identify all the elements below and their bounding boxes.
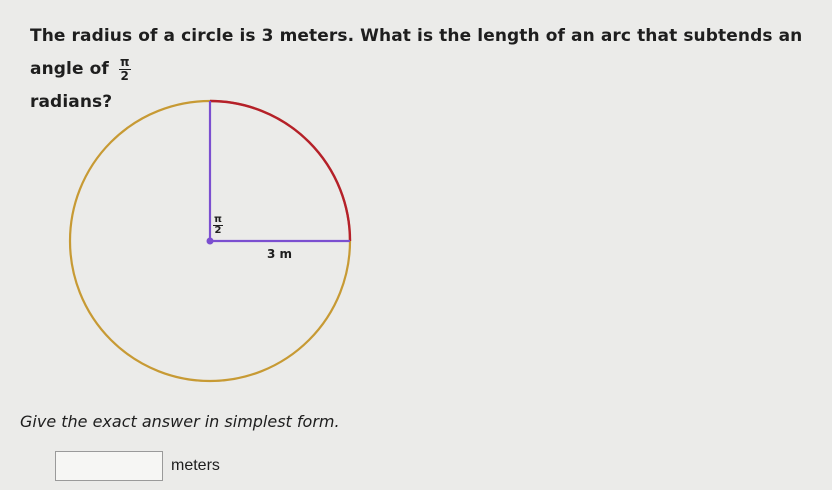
instruction-text: Give the exact answer in simplest form. (20, 412, 340, 431)
angle-fraction (119, 56, 131, 83)
center-point (207, 238, 214, 245)
angle-denominator: 2 (120, 68, 129, 83)
angle-numerator: π (119, 54, 130, 69)
circle-figure (60, 92, 360, 387)
angle-label-numerator: π (214, 214, 222, 225)
answer-row (55, 451, 220, 481)
question-text-before: The radius of a circle is 3 meters. What is the length of an arc that subtends an angle of (30, 26, 803, 79)
arc-highlight (210, 101, 350, 241)
answer-input[interactable] (55, 451, 163, 481)
circle-diagram (60, 92, 360, 387)
angle-label-denominator: 2 (214, 225, 222, 236)
question-text-after: radians? (30, 92, 113, 112)
radius-label: 3 m (267, 247, 293, 261)
angle-label (213, 215, 223, 236)
answer-unit: meters (171, 457, 220, 474)
